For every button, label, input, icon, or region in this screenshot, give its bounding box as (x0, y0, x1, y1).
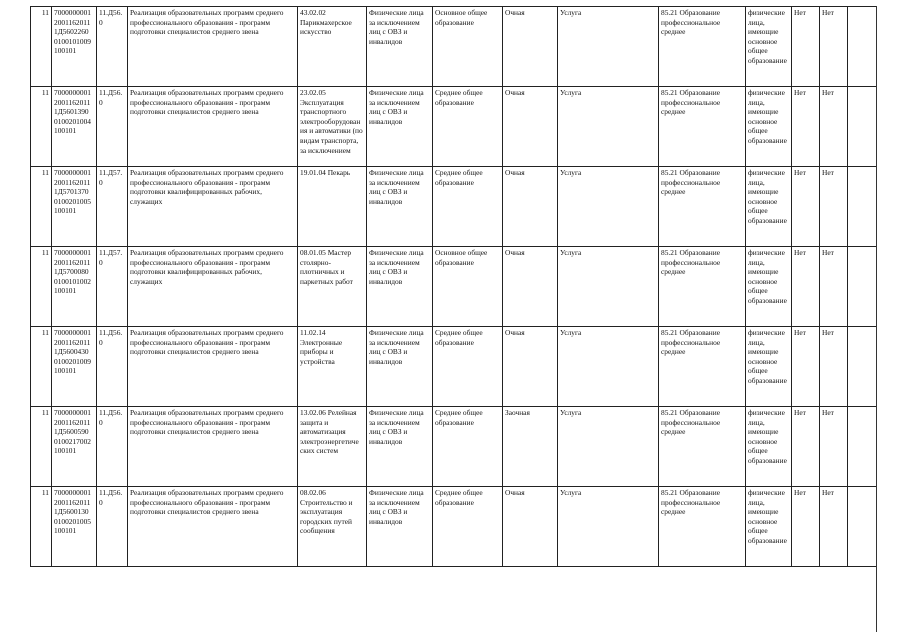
services-registry-table (30, 6, 877, 567)
service-kind-code-cell (97, 327, 128, 407)
flag-cell-2-text: Нет (822, 408, 834, 417)
consumer-cell-text: физические лица, имеющие основное общее образование (748, 488, 787, 545)
base-education-cell-text: Среднее общее образование (435, 408, 483, 427)
row-number (31, 7, 52, 87)
okved-cell-text: 85.21 Образование профессиональное среднее (661, 88, 721, 117)
item-type-cell (558, 167, 659, 247)
table-row (31, 7, 877, 87)
okved-cell (659, 87, 746, 167)
flag-cell-1-text: Нет (794, 488, 806, 497)
item-type-cell (558, 247, 659, 327)
item-type-cell-text: Услуга (560, 168, 582, 177)
service-kind-code-cell-text: 11.Д56.0 (99, 8, 123, 27)
study-form-cell (503, 247, 558, 327)
okved-cell (659, 487, 746, 567)
study-form-cell (503, 487, 558, 567)
flag-cell-2 (820, 327, 848, 407)
consumer-category-cell (367, 327, 433, 407)
program-cell-text: 19.01.04 Пекарь (300, 168, 351, 177)
study-form-cell-text: Заочная (505, 408, 530, 417)
page-right-border (876, 6, 877, 632)
service-name-cell (128, 7, 298, 87)
flag-cell-1 (792, 87, 820, 167)
flag-cell-1 (792, 7, 820, 87)
service-kind-code-cell-text: 11.Д56.0 (99, 328, 123, 347)
program-cell (298, 7, 367, 87)
item-type-cell (558, 327, 659, 407)
program-cell-text: 08.01.05 Мастер столярно-плотничных и паркетных работ (300, 248, 353, 286)
study-form-cell-text: Очная (505, 248, 525, 257)
service-kind-code-cell (97, 87, 128, 167)
study-form-cell-text: Очная (505, 168, 525, 177)
base-education-cell (433, 327, 503, 407)
consumer-cell (746, 407, 792, 487)
item-type-cell-text: Услуга (560, 88, 582, 97)
study-form-cell-text: Очная (505, 8, 525, 17)
row-number-text: 11 (41, 408, 49, 417)
okved-cell (659, 7, 746, 87)
empty-cell (848, 167, 877, 247)
registry-code-cell-text: 7000000001 2001162011 1Д5600430 0100201009 100101 (54, 328, 91, 376)
okved-cell (659, 407, 746, 487)
consumer-cell (746, 327, 792, 407)
flag-cell-2-text: Нет (822, 168, 834, 177)
service-name-cell (128, 487, 298, 567)
consumer-category-cell (367, 167, 433, 247)
flag-cell-2-text: Нет (822, 88, 834, 97)
okved-cell (659, 327, 746, 407)
item-type-cell (558, 487, 659, 567)
program-cell (298, 87, 367, 167)
base-education-cell-text: Среднее общее образование (435, 328, 483, 347)
consumer-category-cell-text: Физические лица за исключением лиц с ОВЗ и инвалидов (369, 88, 424, 126)
item-type-cell-text: Услуга (560, 488, 582, 497)
empty-cell-text (850, 88, 874, 165)
flag-cell-2 (820, 87, 848, 167)
empty-cell-text (850, 168, 874, 245)
item-type-cell (558, 87, 659, 167)
flag-cell-2-text: Нет (822, 8, 834, 17)
consumer-cell-text: физические лица, имеющие основное общее образование (748, 88, 787, 145)
row-number (31, 167, 52, 247)
consumer-cell (746, 247, 792, 327)
okved-cell (659, 167, 746, 247)
study-form-cell-text: Очная (505, 88, 525, 97)
consumer-category-cell (367, 487, 433, 567)
base-education-cell (433, 247, 503, 327)
row-number (31, 327, 52, 407)
flag-cell-1-text: Нет (794, 328, 806, 337)
flag-cell-2-text: Нет (822, 248, 834, 257)
registry-code-cell (52, 167, 97, 247)
service-name-cell-text: Реализация образовательных программ среднего профессионального образования - программ подготовки специалистов среднего звена (130, 88, 284, 117)
base-education-cell-text: Среднее общее образование (435, 88, 483, 107)
empty-cell (848, 7, 877, 87)
service-kind-code-cell-text: 11.Д57.0 (99, 248, 123, 267)
table-row (31, 327, 877, 407)
study-form-cell (503, 87, 558, 167)
table-row (31, 167, 877, 247)
consumer-cell (746, 167, 792, 247)
registry-code-cell (52, 247, 97, 327)
study-form-cell-text: Очная (505, 328, 525, 337)
service-name-cell-text: Реализация образовательных программ среднего профессионального образования - программ подготовки специалистов среднего звена (130, 8, 284, 37)
okved-cell-text: 85.21 Образование профессиональное среднее (661, 488, 721, 517)
consumer-category-cell (367, 7, 433, 87)
empty-cell (848, 247, 877, 327)
registry-code-cell-text: 7000000001 2001162011 1Д5602260 0100101009 100101 (54, 8, 91, 56)
registry-table-page (30, 6, 876, 562)
service-name-cell (128, 167, 298, 247)
program-cell (298, 327, 367, 407)
table-row (31, 87, 877, 167)
empty-cell (848, 487, 877, 567)
row-number (31, 407, 52, 487)
okved-cell-text: 85.21 Образование профессиональное среднее (661, 8, 721, 37)
service-kind-code-cell (97, 487, 128, 567)
consumer-cell (746, 87, 792, 167)
base-education-cell-text: Среднее общее образование (435, 488, 483, 507)
row-number-text: 11 (41, 328, 49, 337)
base-education-cell-text: Основное общее образование (435, 248, 488, 267)
empty-cell (848, 87, 877, 167)
registry-code-cell-text: 7000000001 2001162011 1Д5600130 0100201005 100101 (54, 488, 91, 536)
service-kind-code-cell (97, 247, 128, 327)
item-type-cell (558, 7, 659, 87)
item-type-cell-text: Услуга (560, 408, 582, 417)
consumer-cell (746, 7, 792, 87)
base-education-cell (433, 87, 503, 167)
row-number-text: 11 (41, 88, 49, 97)
empty-cell-text (850, 408, 874, 485)
flag-cell-2 (820, 7, 848, 87)
item-type-cell-text: Услуга (560, 8, 582, 17)
flag-cell-1-text: Нет (794, 408, 806, 417)
base-education-cell (433, 487, 503, 567)
program-cell (298, 247, 367, 327)
registry-code-cell-text: 7000000001 2001162011 1Д5600590 0100217002 100101 (54, 408, 91, 456)
okved-cell (659, 247, 746, 327)
registry-code-cell (52, 87, 97, 167)
service-kind-code-cell-text: 11.Д56.0 (99, 408, 123, 427)
okved-cell-text: 85.21 Образование профессиональное среднее (661, 248, 721, 277)
flag-cell-2 (820, 247, 848, 327)
service-name-cell-text: Реализация образовательных программ среднего профессионального образования - программ подготовки квалифицированных рабочих, служащих (130, 248, 284, 286)
table-row (31, 407, 877, 487)
empty-cell-text (850, 248, 874, 325)
program-cell-text: 11.02.14 Электронные приборы и устройства (300, 328, 343, 366)
okved-cell-text: 85.21 Образование профессиональное среднее (661, 328, 721, 357)
flag-cell-1 (792, 167, 820, 247)
flag-cell-2 (820, 167, 848, 247)
flag-cell-1 (792, 247, 820, 327)
study-form-cell-text: Очная (505, 488, 525, 497)
empty-cell-text (850, 328, 874, 405)
base-education-cell (433, 7, 503, 87)
okved-cell-text: 85.21 Образование профессиональное среднее (661, 408, 721, 437)
consumer-category-cell (367, 407, 433, 487)
flag-cell-1-text: Нет (794, 88, 806, 97)
service-name-cell-text: Реализация образовательных программ среднего профессионального образования - программ подготовки специалистов среднего звена (130, 408, 284, 437)
program-cell-text: 08.02.06 Строительство и эксплуатация городских путей сообщения (300, 488, 353, 536)
registry-code-cell (52, 487, 97, 567)
study-form-cell (503, 327, 558, 407)
consumer-category-cell-text: Физические лица за исключением лиц с ОВЗ и инвалидов (369, 8, 424, 46)
empty-cell (848, 327, 877, 407)
flag-cell-2-text: Нет (822, 328, 834, 337)
program-cell (298, 167, 367, 247)
empty-cell (848, 407, 877, 487)
item-type-cell-text: Услуга (560, 248, 582, 257)
consumer-cell-text: физические лица, имеющие основное общее образование (748, 408, 787, 465)
base-education-cell-text: Среднее общее образование (435, 168, 483, 187)
consumer-category-cell-text: Физические лица за исключением лиц с ОВЗ и инвалидов (369, 248, 424, 286)
flag-cell-2-text: Нет (822, 488, 834, 497)
registry-code-cell-text: 7000000001 2001162011 1Д5700080 0100101002 100101 (54, 248, 91, 296)
flag-cell-1-text: Нет (794, 248, 806, 257)
flag-cell-1-text: Нет (794, 8, 806, 17)
consumer-cell (746, 487, 792, 567)
consumer-category-cell-text: Физические лица за исключением лиц с ОВЗ и инвалидов (369, 328, 424, 366)
item-type-cell-text: Услуга (560, 328, 582, 337)
consumer-category-cell-text: Физические лица за исключением лиц с ОВЗ и инвалидов (369, 408, 424, 446)
program-cell (298, 407, 367, 487)
registry-code-cell (52, 327, 97, 407)
row-number-text: 11 (41, 8, 49, 17)
flag-cell-1 (792, 407, 820, 487)
service-name-cell (128, 87, 298, 167)
base-education-cell-text: Основное общее образование (435, 8, 488, 27)
row-number-text: 11 (41, 168, 49, 177)
study-form-cell (503, 407, 558, 487)
empty-cell-text (850, 488, 874, 565)
program-cell-text: 13.02.06 Релейная защита и автоматизация электроэнергетиче ских систем (300, 408, 359, 456)
service-kind-code-cell (97, 167, 128, 247)
service-kind-code-cell-text: 11.Д56.0 (99, 88, 123, 107)
consumer-cell-text: физические лица, имеющие основное общее образование (748, 248, 787, 305)
study-form-cell (503, 167, 558, 247)
base-education-cell (433, 167, 503, 247)
consumer-category-cell-text: Физические лица за исключением лиц с ОВЗ и инвалидов (369, 168, 424, 206)
table-row (31, 487, 877, 567)
registry-code-cell-text: 7000000001 2001162011 1Д5701370 0100201005 100101 (54, 168, 91, 216)
row-number (31, 247, 52, 327)
service-name-cell-text: Реализация образовательных программ среднего профессионального образования - программ подготовки специалистов среднего звена (130, 488, 284, 517)
base-education-cell (433, 407, 503, 487)
program-cell (298, 487, 367, 567)
item-type-cell (558, 407, 659, 487)
empty-cell-text (850, 8, 874, 85)
program-cell-text: 23.02.05 Эксплуатация транспортного электрооборудован ия и автоматики (по видам транспорта, за исключением (300, 88, 363, 155)
registry-code-cell-text: 7000000001 2001162011 1Д5601390 0100201004 100101 (54, 88, 91, 136)
flag-cell-2 (820, 407, 848, 487)
registry-code-cell (52, 407, 97, 487)
consumer-cell-text: физические лица, имеющие основное общее образование (748, 328, 787, 385)
service-name-cell (128, 407, 298, 487)
service-name-cell (128, 247, 298, 327)
row-number-text: 11 (41, 488, 49, 497)
service-name-cell-text: Реализация образовательных программ среднего профессионального образования - программ подготовки специалистов среднего звена (130, 328, 284, 357)
table-body (31, 7, 877, 567)
consumer-cell-text: физические лица, имеющие основное общее образование (748, 8, 787, 65)
program-cell-text: 43.02.02 Парикмахерское искусство (300, 8, 352, 37)
consumer-category-cell (367, 247, 433, 327)
table-row (31, 247, 877, 327)
flag-cell-1 (792, 327, 820, 407)
row-number-text: 11 (41, 248, 49, 257)
row-number (31, 87, 52, 167)
registry-code-cell (52, 7, 97, 87)
service-kind-code-cell (97, 7, 128, 87)
consumer-category-cell (367, 87, 433, 167)
flag-cell-1 (792, 487, 820, 567)
service-kind-code-cell-text: 11.Д56.0 (99, 488, 123, 507)
okved-cell-text: 85.21 Образование профессиональное среднее (661, 168, 721, 197)
service-name-cell (128, 327, 298, 407)
consumer-cell-text: физические лица, имеющие основное общее образование (748, 168, 787, 225)
flag-cell-2 (820, 487, 848, 567)
service-name-cell-text: Реализация образовательных программ среднего профессионального образования - программ подготовки квалифицированных рабочих, служащих (130, 168, 284, 206)
consumer-category-cell-text: Физические лица за исключением лиц с ОВЗ и инвалидов (369, 488, 424, 526)
flag-cell-1-text: Нет (794, 168, 806, 177)
service-kind-code-cell (97, 407, 128, 487)
row-number (31, 487, 52, 567)
service-kind-code-cell-text: 11.Д57.0 (99, 168, 123, 187)
study-form-cell (503, 7, 558, 87)
